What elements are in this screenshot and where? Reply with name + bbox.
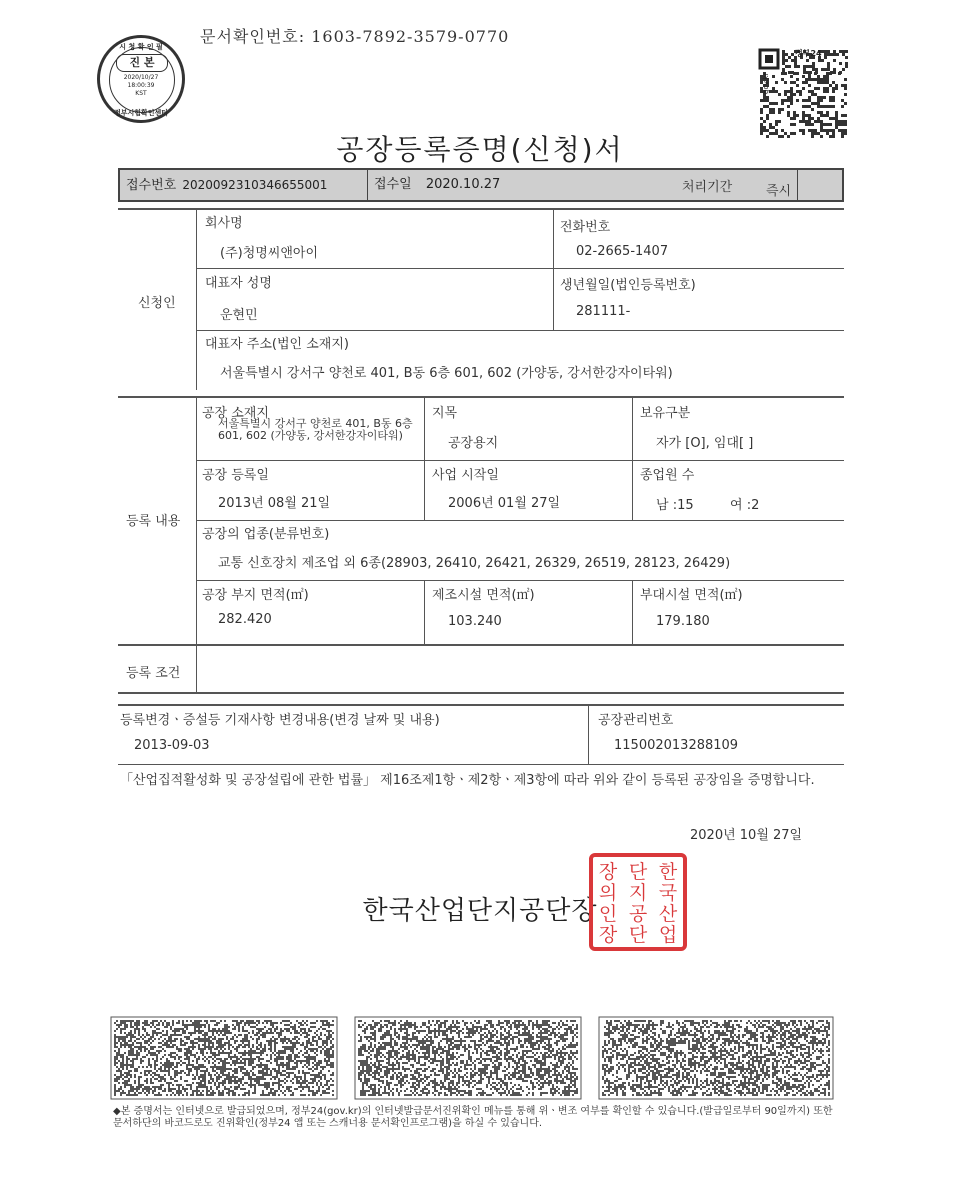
seal-zone-line: KST — [135, 90, 147, 97]
stamp-character: 지 — [628, 882, 648, 904]
address-label: 대표자 주소(법인 소재지) — [205, 337, 349, 352]
rule-cond-end — [118, 692, 844, 694]
certification-statement: 「산업집적활성화 및 공장설립에 관한 법률」 제16조제1항ㆍ제2항ㆍ제3항에 따라 위와 같이 등록된 공장임을 증명합니다. — [120, 773, 815, 788]
rep-name-label: 대표자 성명 — [205, 276, 272, 291]
changes-label: 등록변경ㆍ증설등 기재사항 변경내용(변경 날짜 및 내용) — [120, 713, 440, 728]
receipt-date-cell — [368, 170, 798, 200]
barcode-2 — [354, 1016, 582, 1100]
stamp-character: 업 — [658, 924, 678, 946]
gov24-label: 정부24 — [795, 49, 822, 58]
rule-reg-mid4 — [632, 580, 633, 644]
ownership-label: 보유구분 — [640, 406, 691, 421]
phone-label: 전화번호 — [560, 220, 611, 235]
page-title: 공장등록증명(신청)서 — [336, 133, 624, 166]
phone-value: 02-2665-1407 — [576, 244, 669, 259]
applicant-section-label: 신청인 — [138, 296, 176, 311]
location-label: 공장 소재지 — [202, 406, 269, 421]
footnote: ◆본 증명서는 인터넷으로 발급되었으며, 정부24(gov.kr)의 인터넷발급문서진위확인 메뉴를 통해 위ㆍ변조 여부를 확인할 수 있습니다.(발급일로부터 90일까지) 또한 문서하단의 바코드로도 진위확인(정부24 앱 또는 스캐너용 문서확인프로그램)을 하실 수 있습니다. — [113, 1106, 833, 1129]
rule-a1 — [196, 268, 844, 269]
receipt-no-label: 접수번호 — [126, 178, 177, 193]
issue-date: 2020년 10월 27일 — [690, 828, 803, 843]
document-check-number: 문서확인번호: 1603-7892-3579-0770 — [200, 27, 510, 46]
start-date-label: 사업 시작일 — [432, 468, 499, 483]
verification-seal — [97, 35, 185, 123]
rule-reg-mid2 — [632, 398, 633, 520]
rule-cond-v — [196, 646, 197, 692]
staff-label: 종업원 수 — [640, 468, 695, 483]
birth-value: 281111- — [576, 304, 631, 319]
staff-male: 남 :15 — [656, 498, 694, 513]
stamp-character: 단 — [628, 861, 648, 883]
rule-reg-v — [196, 398, 197, 644]
stamp-character: 의 — [598, 882, 618, 904]
process-value: 즉시 — [766, 184, 792, 199]
rule-r2 — [196, 520, 844, 521]
site-area-label: 공장 부지 면적(㎡) — [202, 588, 309, 603]
gov-kr-label: gov.kr — [762, 72, 770, 94]
barcode-3 — [598, 1016, 834, 1100]
reg-date-label: 공장 등록일 — [202, 468, 269, 483]
mfg-area-label: 제조시설 면적(㎡) — [432, 588, 535, 603]
site-area-value: 282.420 — [218, 612, 272, 627]
company-name: (주)청명씨앤아이 — [220, 246, 319, 261]
reg-date-value: 2013년 08월 21일 — [218, 496, 331, 511]
receipt-no: 2020092310346655001 — [182, 178, 328, 192]
rule-applicant-end — [118, 396, 844, 398]
seal-arc-top: 시 청 확 인 필 — [119, 43, 163, 51]
stamp-character: 장 — [598, 861, 618, 883]
rule-reg-end — [118, 644, 844, 646]
rule-change-mid — [588, 706, 589, 764]
seal-time-line: 18:00:39 — [127, 82, 155, 89]
rule-a2 — [196, 330, 844, 331]
rule-applicant-mid — [553, 208, 554, 330]
changes-value: 2013-09-03 — [134, 738, 210, 753]
qr-code — [758, 48, 848, 138]
official-stamp — [588, 852, 688, 952]
industry-value: 교통 신호장치 제조업 외 6종(28903, 26410, 26421, 26329, 26519, 28123, 26429) — [218, 556, 731, 571]
seal-arc-bottom: 정부시험확인센터 — [113, 109, 169, 117]
rule-reg-mid3 — [424, 580, 425, 644]
seal-badge: 진 본 — [116, 54, 168, 72]
stamp-character: 장 — [598, 924, 618, 946]
stamp-character: 국 — [658, 882, 678, 904]
start-date-value: 2006년 01월 27일 — [448, 496, 561, 511]
summary-bar — [118, 168, 844, 202]
company-label: 회사명 — [205, 216, 243, 231]
ownership-value: 자가 [O], 임대[ ] — [656, 436, 754, 451]
mgmt-no-label: 공장관리번호 — [598, 713, 674, 728]
rule-top — [118, 208, 844, 210]
rule-r1 — [196, 460, 844, 461]
staff-female: 여 :2 — [730, 498, 760, 513]
rule-change-end — [118, 764, 844, 765]
aux-area-value: 179.180 — [656, 614, 710, 629]
receipt-no-cell — [120, 170, 368, 200]
mfg-area-value: 103.240 — [448, 614, 502, 629]
land-label: 지목 — [432, 406, 458, 421]
stamp-character: 인 — [598, 903, 618, 925]
land-value: 공장용지 — [448, 436, 499, 451]
rep-name: 운현민 — [220, 308, 258, 323]
issuer-name: 한국산업단지공단장 — [362, 896, 598, 926]
rule-change-top — [118, 704, 844, 706]
receipt-date-label: 접수일 — [374, 177, 412, 192]
rule-reg-mid1 — [424, 398, 425, 520]
receipt-date: 2020.10.27 — [425, 177, 501, 192]
registration-section-label: 등록 내용 — [126, 514, 181, 529]
industry-label: 공장의 업종(분류번호) — [202, 527, 330, 542]
process-cell — [798, 170, 842, 200]
seal-date-line: 2020/10/27 — [123, 74, 159, 81]
rule-applicant-v — [196, 208, 197, 390]
seal-date — [100, 74, 182, 98]
stamp-character: 산 — [658, 903, 678, 925]
location-value: 서울특별시 강서구 양천로 401, B동 6층 601, 602 (가양동, 강서한강자이타워) — [218, 417, 413, 442]
stamp-character: 공 — [628, 903, 648, 925]
aux-area-label: 부대시설 면적(㎡) — [640, 588, 743, 603]
conditions-label: 등록 조건 — [126, 666, 181, 681]
rule-r3 — [196, 580, 844, 581]
barcode-1 — [110, 1016, 338, 1100]
birth-label: 생년월일(법인등록번호) — [560, 278, 696, 293]
stamp-character: 단 — [628, 924, 648, 946]
process-label: 처리기간 — [682, 180, 733, 195]
address-value: 서울특별시 강서구 양천로 401, B동 6층 601, 602 (가양동, 강서한강자이타워) — [220, 366, 673, 381]
stamp-character: 한 — [658, 861, 678, 883]
mgmt-no-value: 115002013288109 — [614, 738, 739, 753]
